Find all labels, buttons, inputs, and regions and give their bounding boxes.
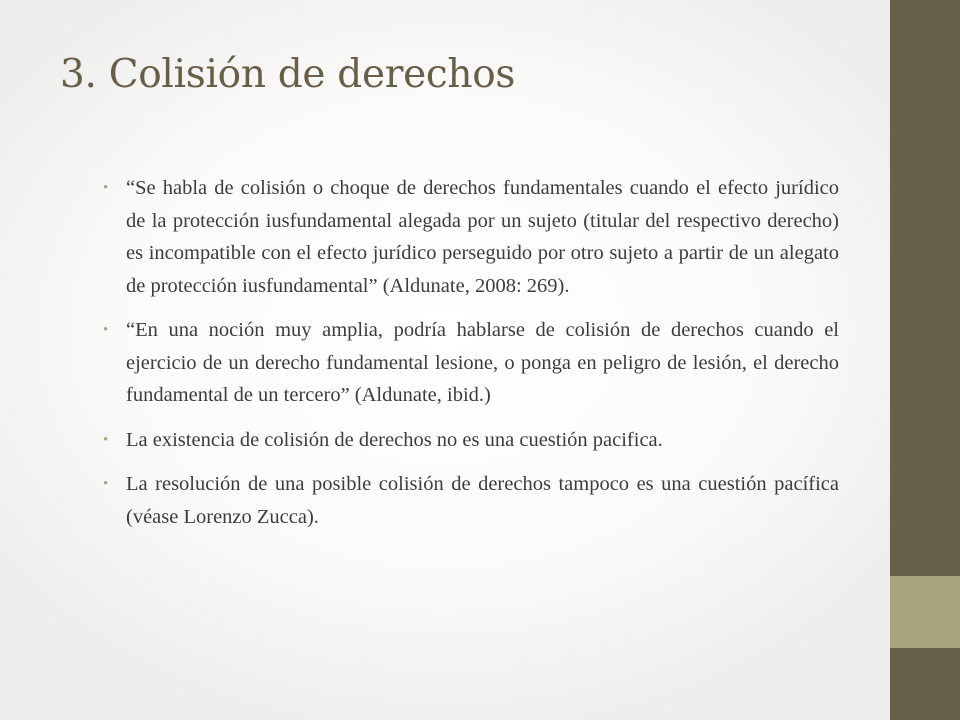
bullet-text: “Se habla de colisión o choque de derechos fundamentales cuando el efecto jurídico de la protección iusfundamental alegada por un sujeto (titular del respectivo derecho) es incompatible con el efecto jurídico perseguido por otro sujeto a partir de un alegato de protección iusfundamental” (Aldunate, 2008: 269). (126, 177, 839, 297)
bullet-item (103, 468, 839, 533)
bullet-item (103, 424, 839, 457)
bullet-icon: • (103, 431, 109, 448)
sidebar-dark-block-bottom (890, 648, 960, 720)
bullet-icon: • (103, 322, 109, 338)
sidebar-light-block (890, 576, 960, 648)
bullet-text: La resolución de una posible colisión de derechos tampoco es una cuestión pacífica (véase Lorenzo Zucca). (126, 473, 839, 528)
bullet-list (103, 172, 839, 545)
sidebar-dark-block (890, 0, 960, 576)
bullet-icon: • (103, 476, 109, 492)
bullet-item (103, 314, 839, 412)
bullet-icon: • (103, 180, 109, 196)
slide-title: 3. Colisión de derechos (60, 52, 516, 97)
bullet-text: “En una noción muy amplia, podría hablarse de colisión de derechos cuando el ejercicio de un derecho fundamental lesione, o ponga en peligro de lesión, el derecho fundamental de un tercero” (Aldunate, ibid.) (126, 319, 839, 406)
decorative-sidebar (890, 0, 960, 720)
bullet-text: La existencia de colisión de derechos no es una cuestión pacifica. (126, 428, 663, 451)
bullet-item (103, 172, 839, 302)
